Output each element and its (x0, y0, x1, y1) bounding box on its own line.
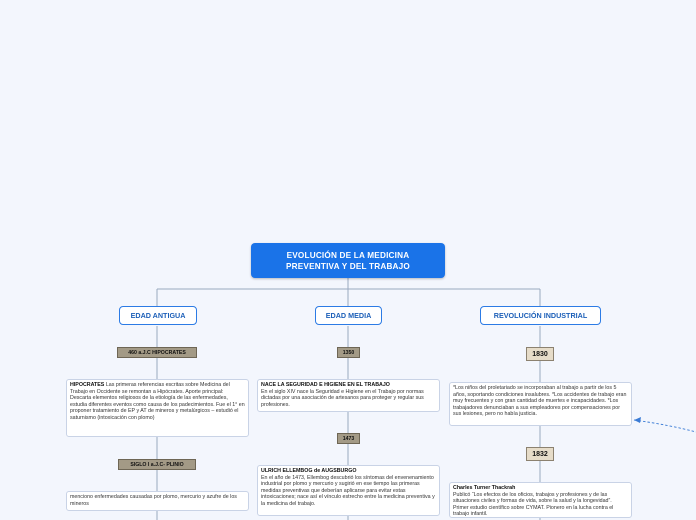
topic-edad-antigua[interactable]: EDAD ANTIGUA (119, 306, 197, 325)
central-topic[interactable] (251, 243, 445, 278)
note-hipocrates-title: HIPOCRATES (70, 382, 105, 388)
note-seguridad-higiene-title: NACE LA SEGURIDAD E HIGIENE EN EL TRABAJO (261, 382, 390, 388)
note-ellembog-title: ULRICH ELLEMBOG de AUGSBURGO (261, 468, 357, 474)
note-1830-condiciones[interactable] (449, 382, 632, 426)
note-ellembog-text: En el año de 1473, Ellembog descubrió los síntomas del envenenamiento industrial por plomo y mercurio y sugirió en ese tiempo las primeras medidas preventivas que deberían aplicarse para evitar estas intoxicaciones; nace así el vínculo estrecho entre la medicina preventiva y la medicina del trabajo. (261, 474, 435, 507)
note-seguridad-higiene-text: En el siglo XIV nace la Seguridad e Higiene en el Trabajo por normas dictadas por una asociación de artesanos para proteger y regular sus profesiones. (261, 388, 424, 408)
topic-edad-media[interactable]: EDAD MEDIA (315, 306, 382, 325)
tag-siglo-i-plinio[interactable]: SIGLO I a.J.C- PLINIO (118, 459, 196, 470)
note-1830-text: *Los niños del proletariado se incorporaban al trabajo a partir de los 5 años, soportando condiciones insalubres. *Los accidentes de trabajo eran muy frecuentes y con gran cantidad de muertes e incapacidades. *Los trabajadores denunciaban a sus empleadores por compensaciones por sus lesiones, pero no había justicia. (453, 385, 627, 418)
note-hipocrates-text: Las primeras referencias escritas sobre Medicina del Trabajo en Occidente se remontan a Hipócrates. Aporte principal: Descarta elementos religiosos de la etiología de las enfermedades, estudia diferentes eventos como causa de los padecimientos. Fue el 1° en proponer tratamiento de EP y AT de mineros y metalúrgicos – estudió el saturnismo (intoxicación con plomo) (70, 382, 245, 421)
note-thackrah[interactable] (449, 482, 632, 518)
note-ellembog[interactable] (257, 465, 440, 516)
note-thackrah-text: Publicó “Los efectos de los oficios, trabajos y profesiones y de las situaciones civiles y formas de vida, sobre la salud y la longevidad”. Primer estudio científico sobre CYMAT. Pionero en la lucha contra el trabajo infantil. (453, 491, 614, 518)
note-thackrah-title: Charles Turner Thackrah (453, 485, 516, 491)
tag-1832[interactable]: 1832 (526, 447, 554, 461)
topic-revolucion-industrial[interactable]: REVOLUCIÓN INDUSTRIAL (480, 306, 601, 325)
note-plinio-text: menciono enfermedades causadas por plomo, mercurio y azufre de los mineros (70, 494, 237, 507)
central-topic-line-2: PREVENTIVA Y DEL TRABAJO (286, 261, 410, 271)
tag-1830[interactable]: 1830 (526, 347, 554, 361)
central-topic-line-1: EVOLUCIÓN DE LA MEDICINA (286, 250, 410, 260)
note-hipocrates[interactable] (66, 379, 249, 437)
tag-1350[interactable]: 1350 (337, 347, 360, 358)
tag-1473[interactable]: 1473 (337, 433, 360, 444)
note-plinio[interactable] (66, 491, 249, 511)
note-seguridad-higiene[interactable] (257, 379, 440, 412)
tag-460-hipocrates[interactable]: 460 a.J.C HIPOCRATES (117, 347, 197, 358)
